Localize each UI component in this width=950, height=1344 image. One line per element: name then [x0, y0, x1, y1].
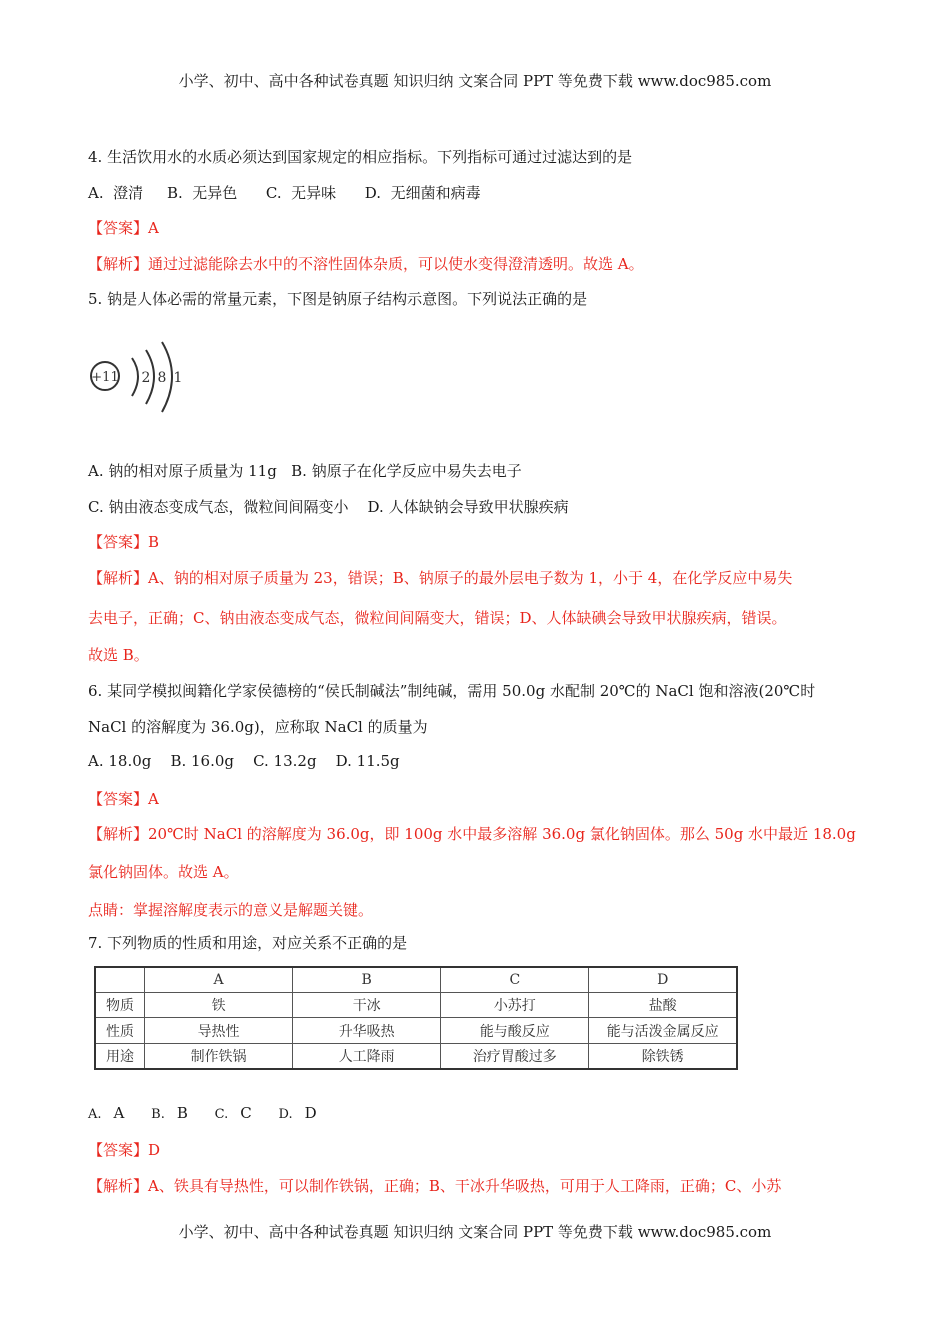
- table-cell: 性质: [95, 1018, 145, 1043]
- analysis-tag: 【解析】: [88, 569, 149, 587]
- q4-options: A. 澄清 B. 无异色 C. 无异味 D. 无细菌和病毒: [88, 184, 481, 202]
- table-cell: D: [589, 967, 737, 993]
- table-cell: B: [293, 967, 441, 993]
- option-label: C.: [214, 1107, 229, 1122]
- q6-analysis-line2: 氯化钠固体。故选 A。: [88, 863, 239, 881]
- shell-3-count: 1: [173, 370, 183, 386]
- table-cell: 小苏打: [441, 993, 589, 1018]
- q6-question-line1: 6. 某同学模拟闽籍化学家侯德榜的“侯氏制碱法”制纯碱，需用 50.0g 水配制 20℃的 NaCl 饱和溶液(20℃时: [88, 682, 816, 700]
- analysis-tag: 【解析】: [88, 1177, 149, 1195]
- table-cell: 治疗胃酸过多: [441, 1043, 589, 1069]
- analysis-text: 通过过滤能除去水中的不溶性固体杂质，可以使水变得澄清透明。故选 A。: [148, 255, 644, 273]
- q5-options-line1: A. 钠的相对原子质量为 11g B. 钠原子在化学反应中易失去电子: [88, 462, 522, 480]
- q7-option-b: [151, 1104, 188, 1122]
- q7-option-c: [215, 1104, 252, 1122]
- option-value: A: [113, 1104, 125, 1122]
- q6-analysis-line1: [88, 823, 856, 844]
- q5-answer: 【答案】B: [88, 533, 160, 551]
- q7-options: [88, 1104, 339, 1122]
- table-cell: [95, 967, 145, 993]
- q5-analysis-line2: 去电子，正确；C、钠由液态变成气态，微粒间间隔变大，错误；D、人体缺碘会导致甲状腺疾病，错误。: [88, 609, 787, 627]
- table-cell: 铁: [145, 993, 293, 1018]
- table-row: [95, 1018, 737, 1043]
- analysis-text: A、铁具有导热性，可以制作铁锅，正确；B、干冰升华吸热，可用于人工降雨，正确；C、小苏: [148, 1177, 782, 1195]
- q6-options: A. 18.0g B. 16.0g C. 13.2g D. 11.5g: [88, 752, 400, 770]
- q5-options-line2: C. 钠由液态变成气态，微粒间间隔变小 D. 人体缺钠会导致甲状腺疾病: [88, 498, 569, 516]
- option-value: C: [240, 1104, 252, 1122]
- q5-question: 5. 钠是人体必需的常量元素，下图是钠原子结构示意图。下列说法正确的是: [88, 290, 588, 308]
- analysis-text: A、钠的相对原子质量为 23，错误；B、钠原子的最外层电子数为 1，小于 4，在化学反应中易失: [148, 569, 793, 587]
- q6-answer: 【答案】A: [88, 790, 159, 808]
- q5-analysis-line1: [88, 567, 792, 588]
- table-cell: 物质: [95, 993, 145, 1018]
- option-value: D: [304, 1104, 317, 1122]
- table-cell: 能与酸反应: [441, 1018, 589, 1043]
- option-label: D.: [278, 1107, 293, 1122]
- option-label: B.: [151, 1107, 165, 1122]
- table-cell: 人工降雨: [293, 1043, 441, 1069]
- analysis-text: 20℃时 NaCl 的溶解度为 36.0g，即 100g 水中最多溶解 36.0g 氯化钠固体。那么 50g 水中最近 18.0g: [148, 825, 856, 843]
- table-cell: 制作铁锅: [145, 1043, 293, 1069]
- table-cell: 升华吸热: [293, 1018, 441, 1043]
- table-header-row: [95, 967, 737, 993]
- table-row: [95, 993, 737, 1018]
- q6-tip: 点睛：掌握溶解度表示的意义是解题关键。: [88, 901, 374, 919]
- q4-analysis: [88, 253, 644, 274]
- table-cell: 盐酸: [589, 993, 737, 1018]
- table-cell: 用途: [95, 1043, 145, 1069]
- table-cell: 干冰: [293, 993, 441, 1018]
- q7-analysis: [88, 1175, 781, 1196]
- page-footer: 小学、初中、高中各种试卷真题 知识归纳 文案合同 PPT 等免费下载 www.doc985.com: [178, 1223, 772, 1241]
- q4-answer: 【答案】A: [88, 219, 159, 237]
- analysis-tag: 【解析】: [88, 825, 149, 843]
- q7-option-d: [279, 1104, 317, 1122]
- option-value: B: [176, 1104, 188, 1122]
- q7-answer: 【答案】D: [88, 1141, 161, 1159]
- q5-analysis-line3: 故选 B。: [88, 646, 149, 664]
- shell-2-count: 8: [157, 370, 167, 386]
- q7-question: 7. 下列物质的性质和用途，对应关系不正确的是: [88, 934, 408, 952]
- table-cell: 除铁锈: [589, 1043, 737, 1069]
- table-cell: 能与活泼金属反应: [589, 1018, 737, 1043]
- table-row: [95, 1043, 737, 1069]
- page-header: 小学、初中、高中各种试卷真题 知识归纳 文案合同 PPT 等免费下载 www.doc985.com: [178, 72, 772, 90]
- table-cell: A: [145, 967, 293, 993]
- q7-option-a: [88, 1104, 124, 1122]
- analysis-tag: 【解析】: [88, 255, 149, 273]
- q6-question-line2: NaCl 的溶解度为 36.0g)，应称取 NaCl 的质量为: [88, 718, 428, 736]
- nucleus-label: +11: [91, 370, 119, 385]
- table-cell: 导热性: [145, 1018, 293, 1043]
- table-cell: C: [441, 967, 589, 993]
- option-label: A.: [88, 1107, 102, 1122]
- q4-question: 4. 生活饮用水的水质必须达到国家规定的相应指标。下列指标可通过过滤达到的是: [88, 148, 633, 166]
- q7-property-table: [94, 966, 738, 1070]
- sodium-atom-diagram: [88, 338, 198, 420]
- shell-1-count: 2: [141, 370, 151, 386]
